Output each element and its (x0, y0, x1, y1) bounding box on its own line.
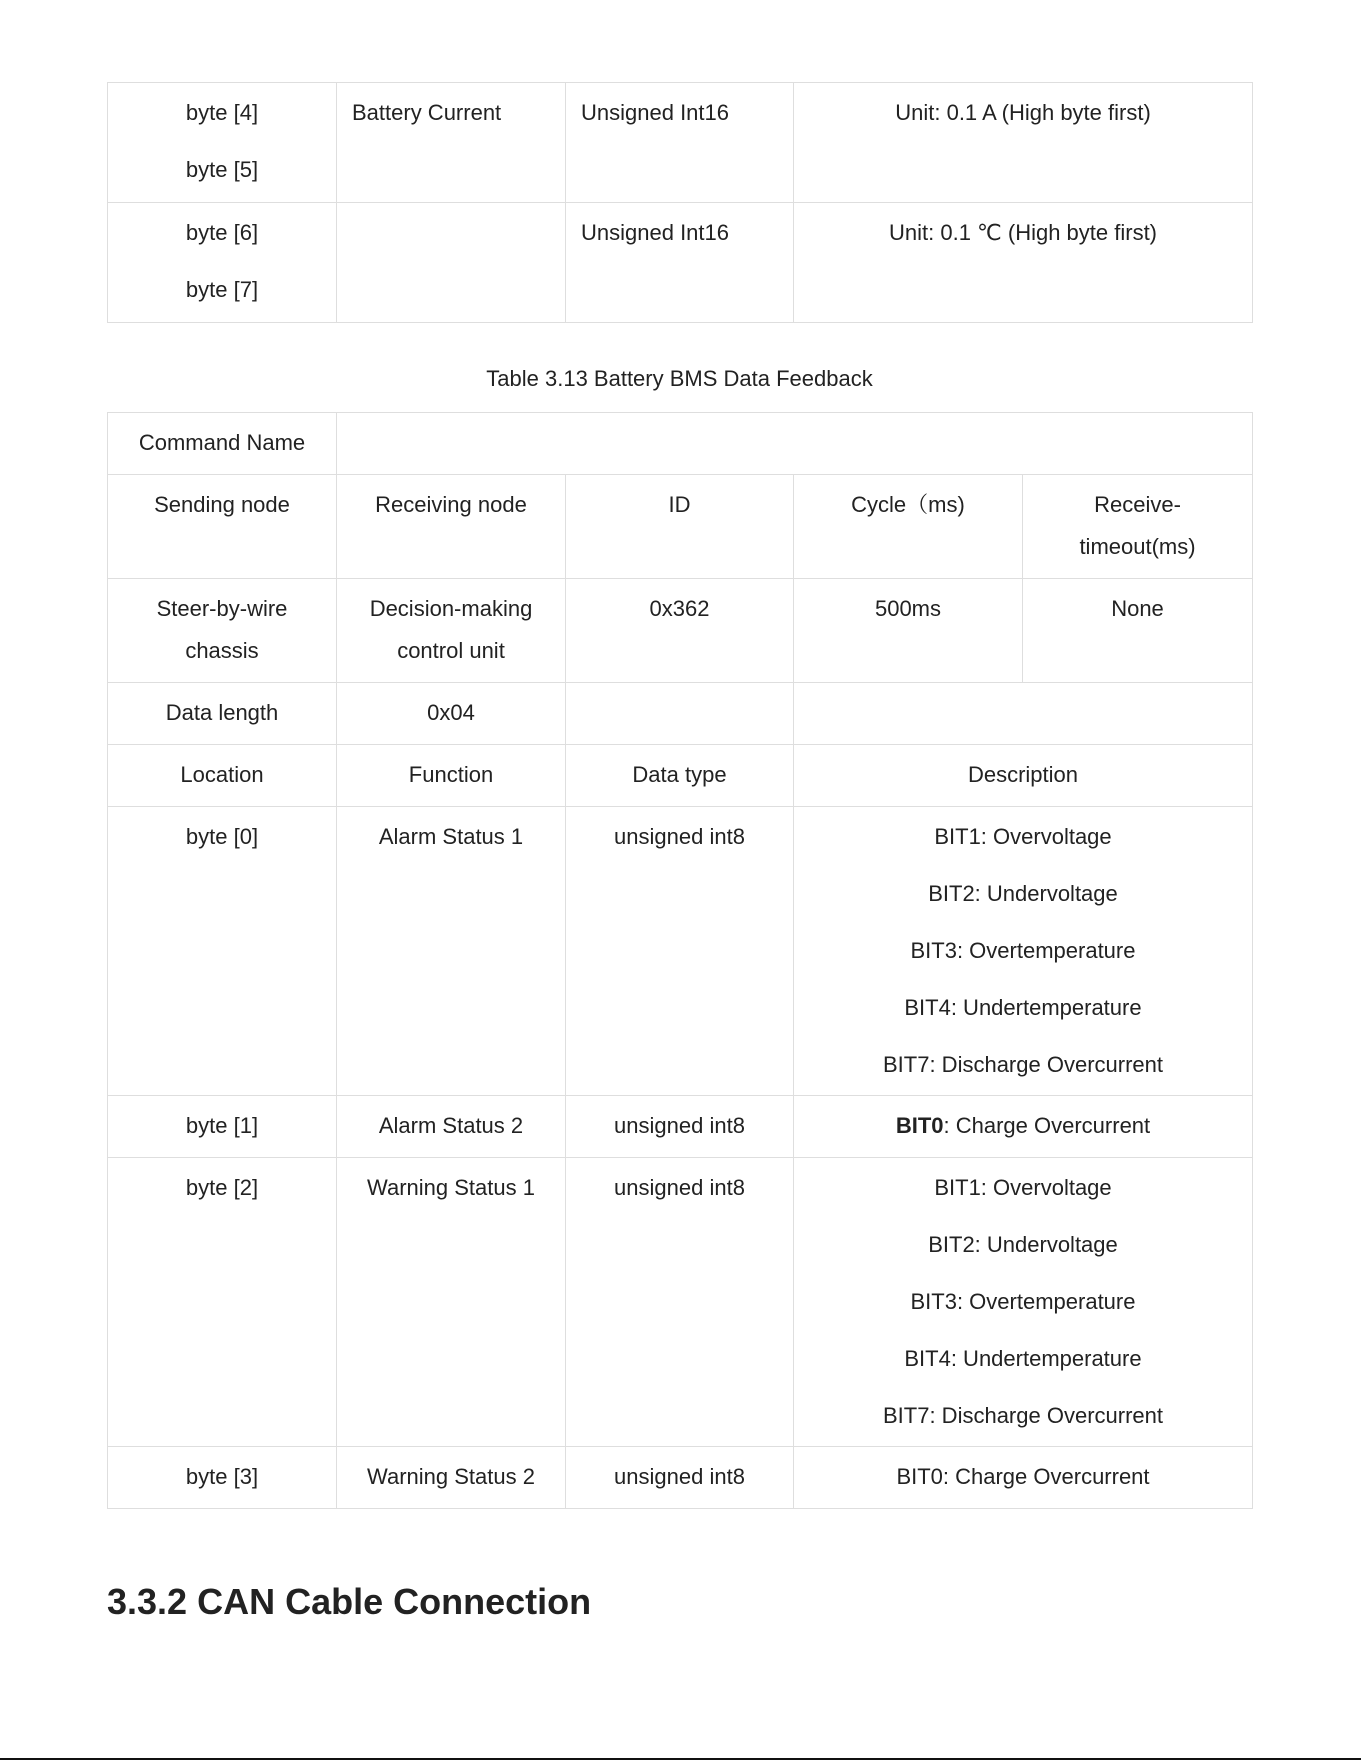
table-battery-bms-feedback (107, 412, 1253, 1509)
cell-function: Warning Status 1 (337, 1158, 566, 1447)
table-caption: Table 3.13 Battery BMS Data Feedback (486, 366, 873, 391)
cell-data-type: unsigned int8 (566, 1096, 794, 1158)
cell-data-type: unsigned int8 (566, 807, 794, 1096)
value-line: control unit (397, 638, 505, 663)
location-line: byte [6] (185, 220, 259, 245)
header-id: ID (566, 475, 794, 579)
cell-function: Alarm Status 1 (337, 807, 566, 1096)
location-line: byte [5] (185, 157, 259, 182)
column-header-row (108, 745, 1253, 807)
table-row (108, 203, 1253, 323)
location-line: byte [7] (185, 277, 259, 302)
data-length-empty (794, 683, 1253, 745)
header-cycle: Cycle（ms) (794, 475, 1023, 579)
table-row (108, 807, 1253, 1096)
header-row (108, 475, 1253, 579)
value-receive-timeout: None (1023, 579, 1253, 683)
cell-description: Unit: 0.1 A (High byte first) (794, 83, 1253, 203)
value-line: Decision-making (369, 596, 533, 621)
cell-function: Alarm Status 2 (337, 1096, 566, 1158)
cell-data-type: unsigned int8 (566, 1158, 794, 1447)
value-receiving-node (337, 579, 566, 683)
command-name-row (108, 413, 1253, 475)
description-line: BIT2: Undervoltage (928, 881, 1118, 906)
description-line: BIT7: Discharge Overcurrent (883, 1052, 1163, 1077)
column-data-type: Data type (566, 745, 794, 807)
data-length-value: 0x04 (337, 683, 566, 745)
value-cycle: 500ms (794, 579, 1023, 683)
header-line: Receive- (1094, 492, 1181, 517)
column-location: Location (108, 745, 337, 807)
section-heading: 3.3.2 CAN Cable Connection (107, 1581, 592, 1622)
cell-location: byte [3] (108, 1447, 337, 1509)
description-line: BIT3: Overtemperature (910, 938, 1136, 963)
value-line: Steer-by-wire (156, 596, 288, 621)
header-receiving-node: Receiving node (337, 475, 566, 579)
command-name-value (337, 413, 1253, 475)
table-row (108, 1096, 1253, 1158)
description-line: BIT2: Undervoltage (928, 1232, 1118, 1257)
cell-location: byte [1] (108, 1096, 337, 1158)
value-id: 0x362 (566, 579, 794, 683)
data-length-label: Data length (108, 683, 337, 745)
cell-data-type: Unsigned Int16 (566, 83, 794, 203)
cell-function: Warning Status 2 (337, 1447, 566, 1509)
header-sending-node: Sending node (108, 475, 337, 579)
column-function: Function (337, 745, 566, 807)
description-line: BIT7: Discharge Overcurrent (883, 1403, 1163, 1428)
value-line: chassis (185, 638, 259, 663)
cell-location (108, 203, 337, 323)
description-line: BIT3: Overtemperature (910, 1289, 1136, 1314)
cell-description: BIT0: Charge Overcurrent (794, 1447, 1253, 1509)
header-receive-timeout (1023, 475, 1253, 579)
description-bit: BIT0 (895, 1113, 944, 1138)
location-line: byte [4] (185, 100, 259, 125)
command-name-label: Command Name (108, 413, 337, 475)
page-footer-rule (0, 1758, 1361, 1760)
cell-data-type: unsigned int8 (566, 1447, 794, 1509)
cell-description (794, 1158, 1253, 1447)
cell-data-type: Unsigned Int16 (566, 203, 794, 323)
value-sending-node (108, 579, 337, 683)
description-line: BIT4: Undertemperature (904, 1346, 1142, 1371)
cell-function: Battery Current (337, 83, 566, 203)
table-top-continuation (107, 82, 1253, 323)
table-row (108, 1158, 1253, 1447)
cell-description (794, 1096, 1253, 1158)
cell-location: byte [0] (108, 807, 337, 1096)
table-row (108, 1447, 1253, 1509)
cell-description: Unit: 0.1 ℃ (High byte first) (794, 203, 1253, 323)
description-line: BIT1: Overvoltage (934, 1175, 1112, 1200)
header-line: timeout(ms) (1079, 534, 1196, 559)
description-line: BIT4: Undertemperature (904, 995, 1142, 1020)
cell-description (794, 807, 1253, 1096)
cell-location (108, 83, 337, 203)
column-description: Description (794, 745, 1253, 807)
values-row (108, 579, 1253, 683)
description-line: BIT1: Overvoltage (934, 824, 1112, 849)
description-text: : Charge Overcurrent (943, 1113, 1151, 1138)
data-length-row (108, 683, 1253, 745)
cell-function (337, 203, 566, 323)
cell-location: byte [2] (108, 1158, 337, 1447)
data-length-empty (566, 683, 794, 745)
table-row (108, 83, 1253, 203)
